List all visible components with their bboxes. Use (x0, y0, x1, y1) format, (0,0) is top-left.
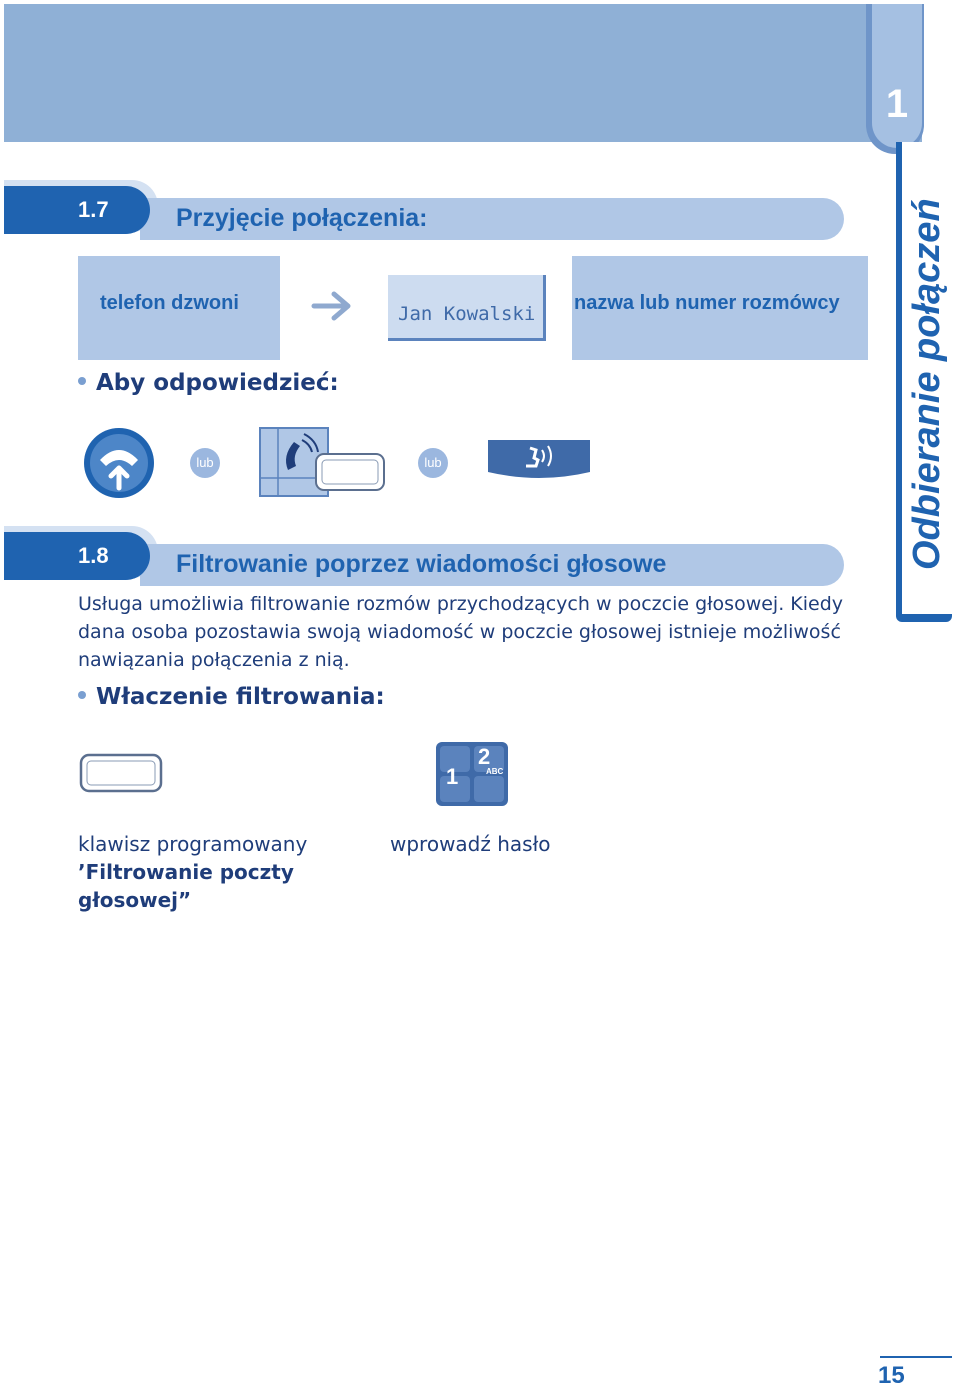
display-text: Jan Kowalski (398, 303, 536, 325)
step1-caption (78, 830, 368, 914)
ringing-label: telefon dzwoni (100, 292, 239, 314)
pick-up-handset-icon (82, 426, 156, 500)
page-number: 15 (878, 1362, 905, 1389)
voice-key-icon (486, 438, 592, 482)
page-number-rule (880, 1356, 952, 1358)
keypad-key-2: 2 (478, 744, 491, 769)
phone-display (388, 275, 546, 341)
step2-caption: wprowadź hasło (390, 832, 551, 856)
step1-bold-line-1: ’Filtrowanie poczty (78, 860, 294, 884)
answer-heading-text: Aby odpowiedzieć: (96, 370, 339, 396)
keypad-key-1: 1 (446, 764, 459, 789)
section-18-description (78, 590, 888, 674)
caller-label: nazwa lub numer rozmówcy (574, 292, 840, 314)
arrow-right-icon (310, 288, 356, 324)
bullet-icon (78, 691, 86, 699)
section-17-title: Przyjęcie połączenia: (176, 204, 428, 232)
description-line-3: nawiązania połączenia z nią. (78, 649, 350, 671)
or-label-2: lub (418, 448, 448, 478)
chapter-number: 1 (885, 82, 909, 126)
speaker-key-icon (258, 426, 388, 498)
section-17-number: 1.7 (4, 186, 150, 234)
enable-heading-text: Właczenie filtrowania: (96, 684, 385, 710)
enable-heading (78, 684, 385, 710)
keypad-key-2-letters: ABC (486, 767, 504, 776)
bullet-icon (78, 377, 86, 385)
keypad-icon (434, 740, 510, 808)
section-18-title: Filtrowanie poprzez wiadomości głosowe (176, 550, 667, 578)
programmable-key-icon (78, 752, 164, 794)
side-chapter-title: Odbieranie połączeń (906, 198, 948, 570)
description-line-1: Usługa umożliwia filtrowanie rozmów przychodzących w poczcie głosowej. Kiedy (78, 593, 844, 615)
or-label-1: lub (190, 448, 220, 478)
step1-caption-line: klawisz programowany (78, 832, 308, 856)
step1-bold-line-2: głosowej” (78, 888, 192, 912)
header-band (4, 4, 922, 142)
section-18-number: 1.8 (4, 532, 150, 580)
description-line-2: dana osoba pozostawia swoją wiadomość w poczcie głosowej istnieje możliwość (78, 621, 841, 643)
answer-heading (78, 370, 339, 396)
